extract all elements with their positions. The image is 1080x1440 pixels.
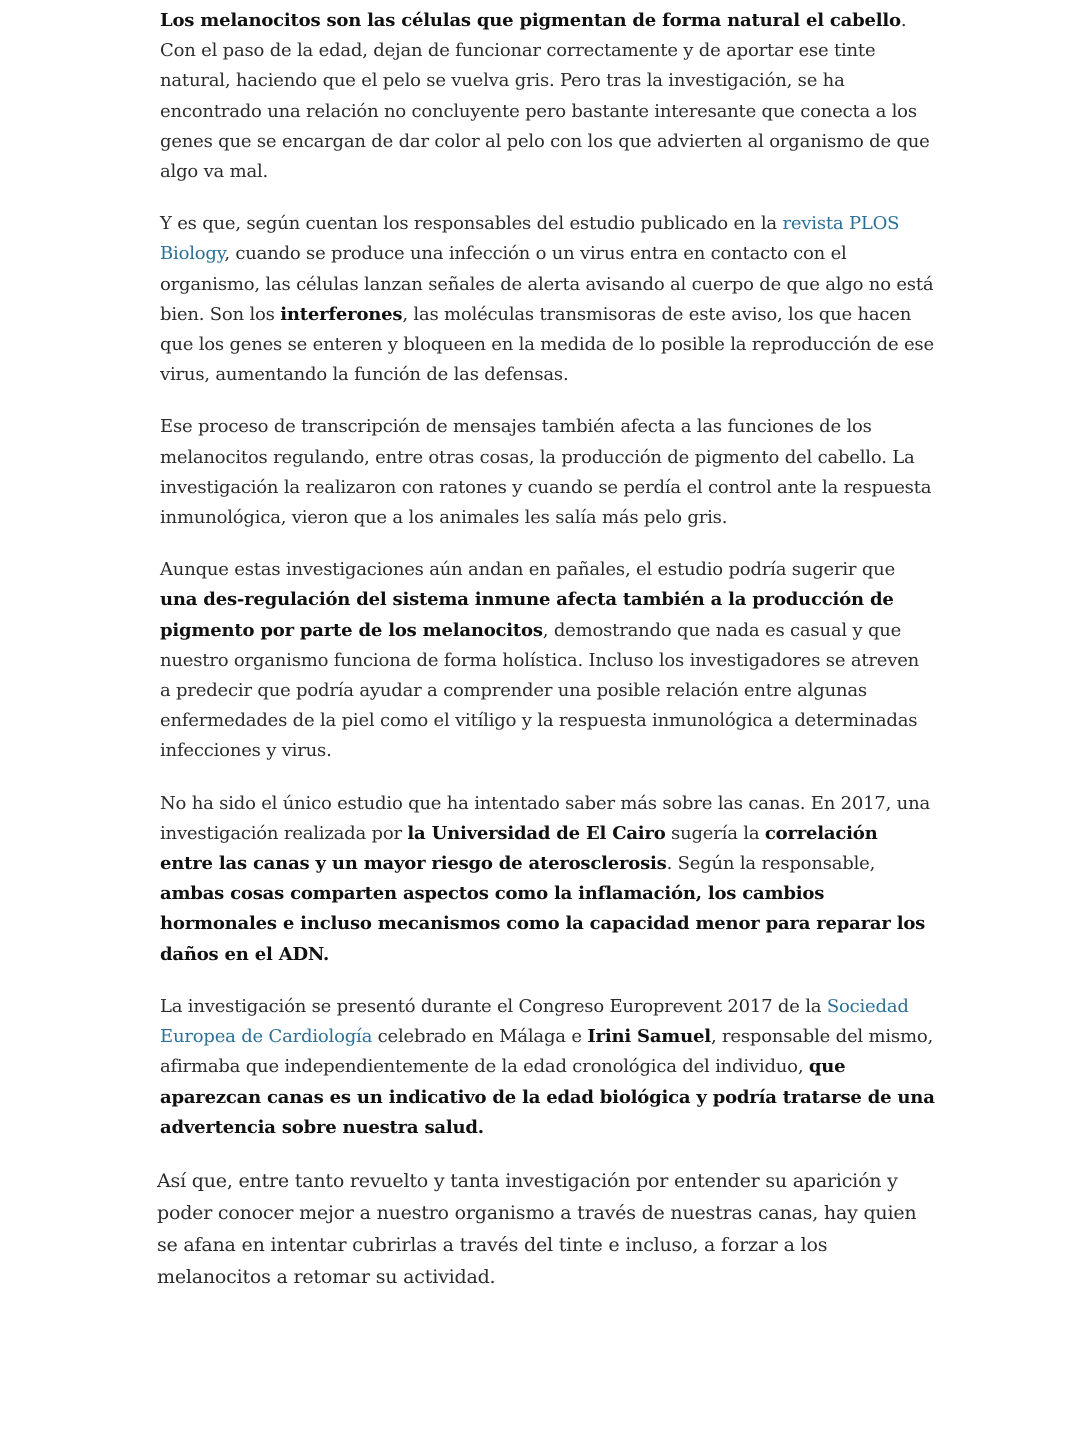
bold-text: que aparezcan canas es un indicativo de la edad biológica y podría tratarse de una advertencia sobre nuestra salud. xyxy=(160,1056,935,1138)
body-text: , cuando se produce una infección o un virus entra en contacto con el organismo, las células lanzan señales de alerta avisando al cuerpo de que algo no está bien. Son los xyxy=(160,243,934,325)
bold-text: una des-regulación del sistema inmune afecta también a la producción de pigmento por parte de los melanocitos xyxy=(160,589,894,641)
body-text: La investigación se presentó durante el Congreso Europrevent 2017 de la xyxy=(160,995,827,1017)
body-text: Ese proceso de transcripción de mensajes también afecta a las funciones de los melanocitos regulando, entre otras cosas, la producción de pigmento del cabello. La investigación la realizaron con ratones y cuando se perdía el control ante la respuesta inmunológica, vieron que a los animales les salía más pelo gris. xyxy=(160,416,932,529)
body-text: Y es que, según cuentan los responsables del estudio publicado en la xyxy=(160,213,783,235)
paragraph-3 xyxy=(160,412,935,533)
link-plos-biology[interactable]: revista PLOS Biology xyxy=(160,213,900,265)
body-text: celebrado en Málaga e xyxy=(372,1026,588,1048)
paragraph-5 xyxy=(160,789,935,970)
link-sociedad-europea-cardiologia[interactable]: Sociedad Europea de Cardiología xyxy=(160,995,909,1048)
paragraph-6 xyxy=(160,992,935,1143)
body-text: Aunque estas investigaciones aún andan en pañales, el estudio podría sugerir que xyxy=(160,559,896,581)
bold-text: ambas cosas comparten aspectos como la inflamación, los cambios hormonales e incluso mecanismos como la capacidad menor para reparar los daños en el ADN. xyxy=(160,883,926,965)
article-body xyxy=(157,6,935,1315)
bold-text: interferones xyxy=(280,303,403,325)
paragraph-2 xyxy=(160,209,935,390)
body-text: , responsable del mismo, afirmaba que independientemente de la edad cronológica del individuo, xyxy=(160,1026,933,1078)
bold-text: Los melanocitos son las células que pigmentan de forma natural el cabello xyxy=(160,10,901,31)
bold-text: la Universidad de El Cairo xyxy=(407,822,666,844)
bold-text: correlación entre las canas y un mayor riesgo de aterosclerosis xyxy=(160,822,878,875)
paragraph-1 xyxy=(160,6,935,187)
body-text: Así que, entre tanto revuelto y tanta investigación por entender su aparición y poder conocer mejor a nuestro organismo a través de nuestras canas, hay quien se afana en intentar cubrirlas a través del tinte e incluso, a forzar a los melanocitos a retomar su actividad. xyxy=(157,1169,917,1288)
bold-text: Irini Samuel xyxy=(587,1026,711,1048)
body-text: , las moléculas transmisoras de este aviso, los que hacen que los genes se enteren y bloqueen en la medida de lo posible la reproducción de ese virus, aumentando la función de las defensas. xyxy=(160,303,934,386)
body-text: . Con el paso de la edad, dejan de funcionar correctamente y de aportar ese tinte natural, haciendo que el pelo se vuelva gris. Pero tras la investigación, se ha encontrado una relación no concluyente pero bastante interesante que conecta a los genes que se encargan de dar color al pelo con los que advierten al organismo de que algo va mal. xyxy=(160,10,930,183)
body-text: sugería la xyxy=(665,822,765,844)
body-text: No ha sido el único estudio que ha intentado saber más sobre las canas. En 2017, una investigación realizada por xyxy=(160,792,930,844)
body-text: . Según la responsable, xyxy=(666,853,876,875)
paragraph-7 xyxy=(157,1165,935,1293)
body-text: , demostrando que nada es casual y que nuestro organismo funciona de forma holística. Incluso los investigadores se atreven a predecir que podría ayudar a comprender una posible relación entre algunas enfermedades de la piel como el vitíligo y la respuesta inmunológica a determinadas infecciones y virus. xyxy=(160,619,920,762)
paragraph-4 xyxy=(160,555,935,766)
